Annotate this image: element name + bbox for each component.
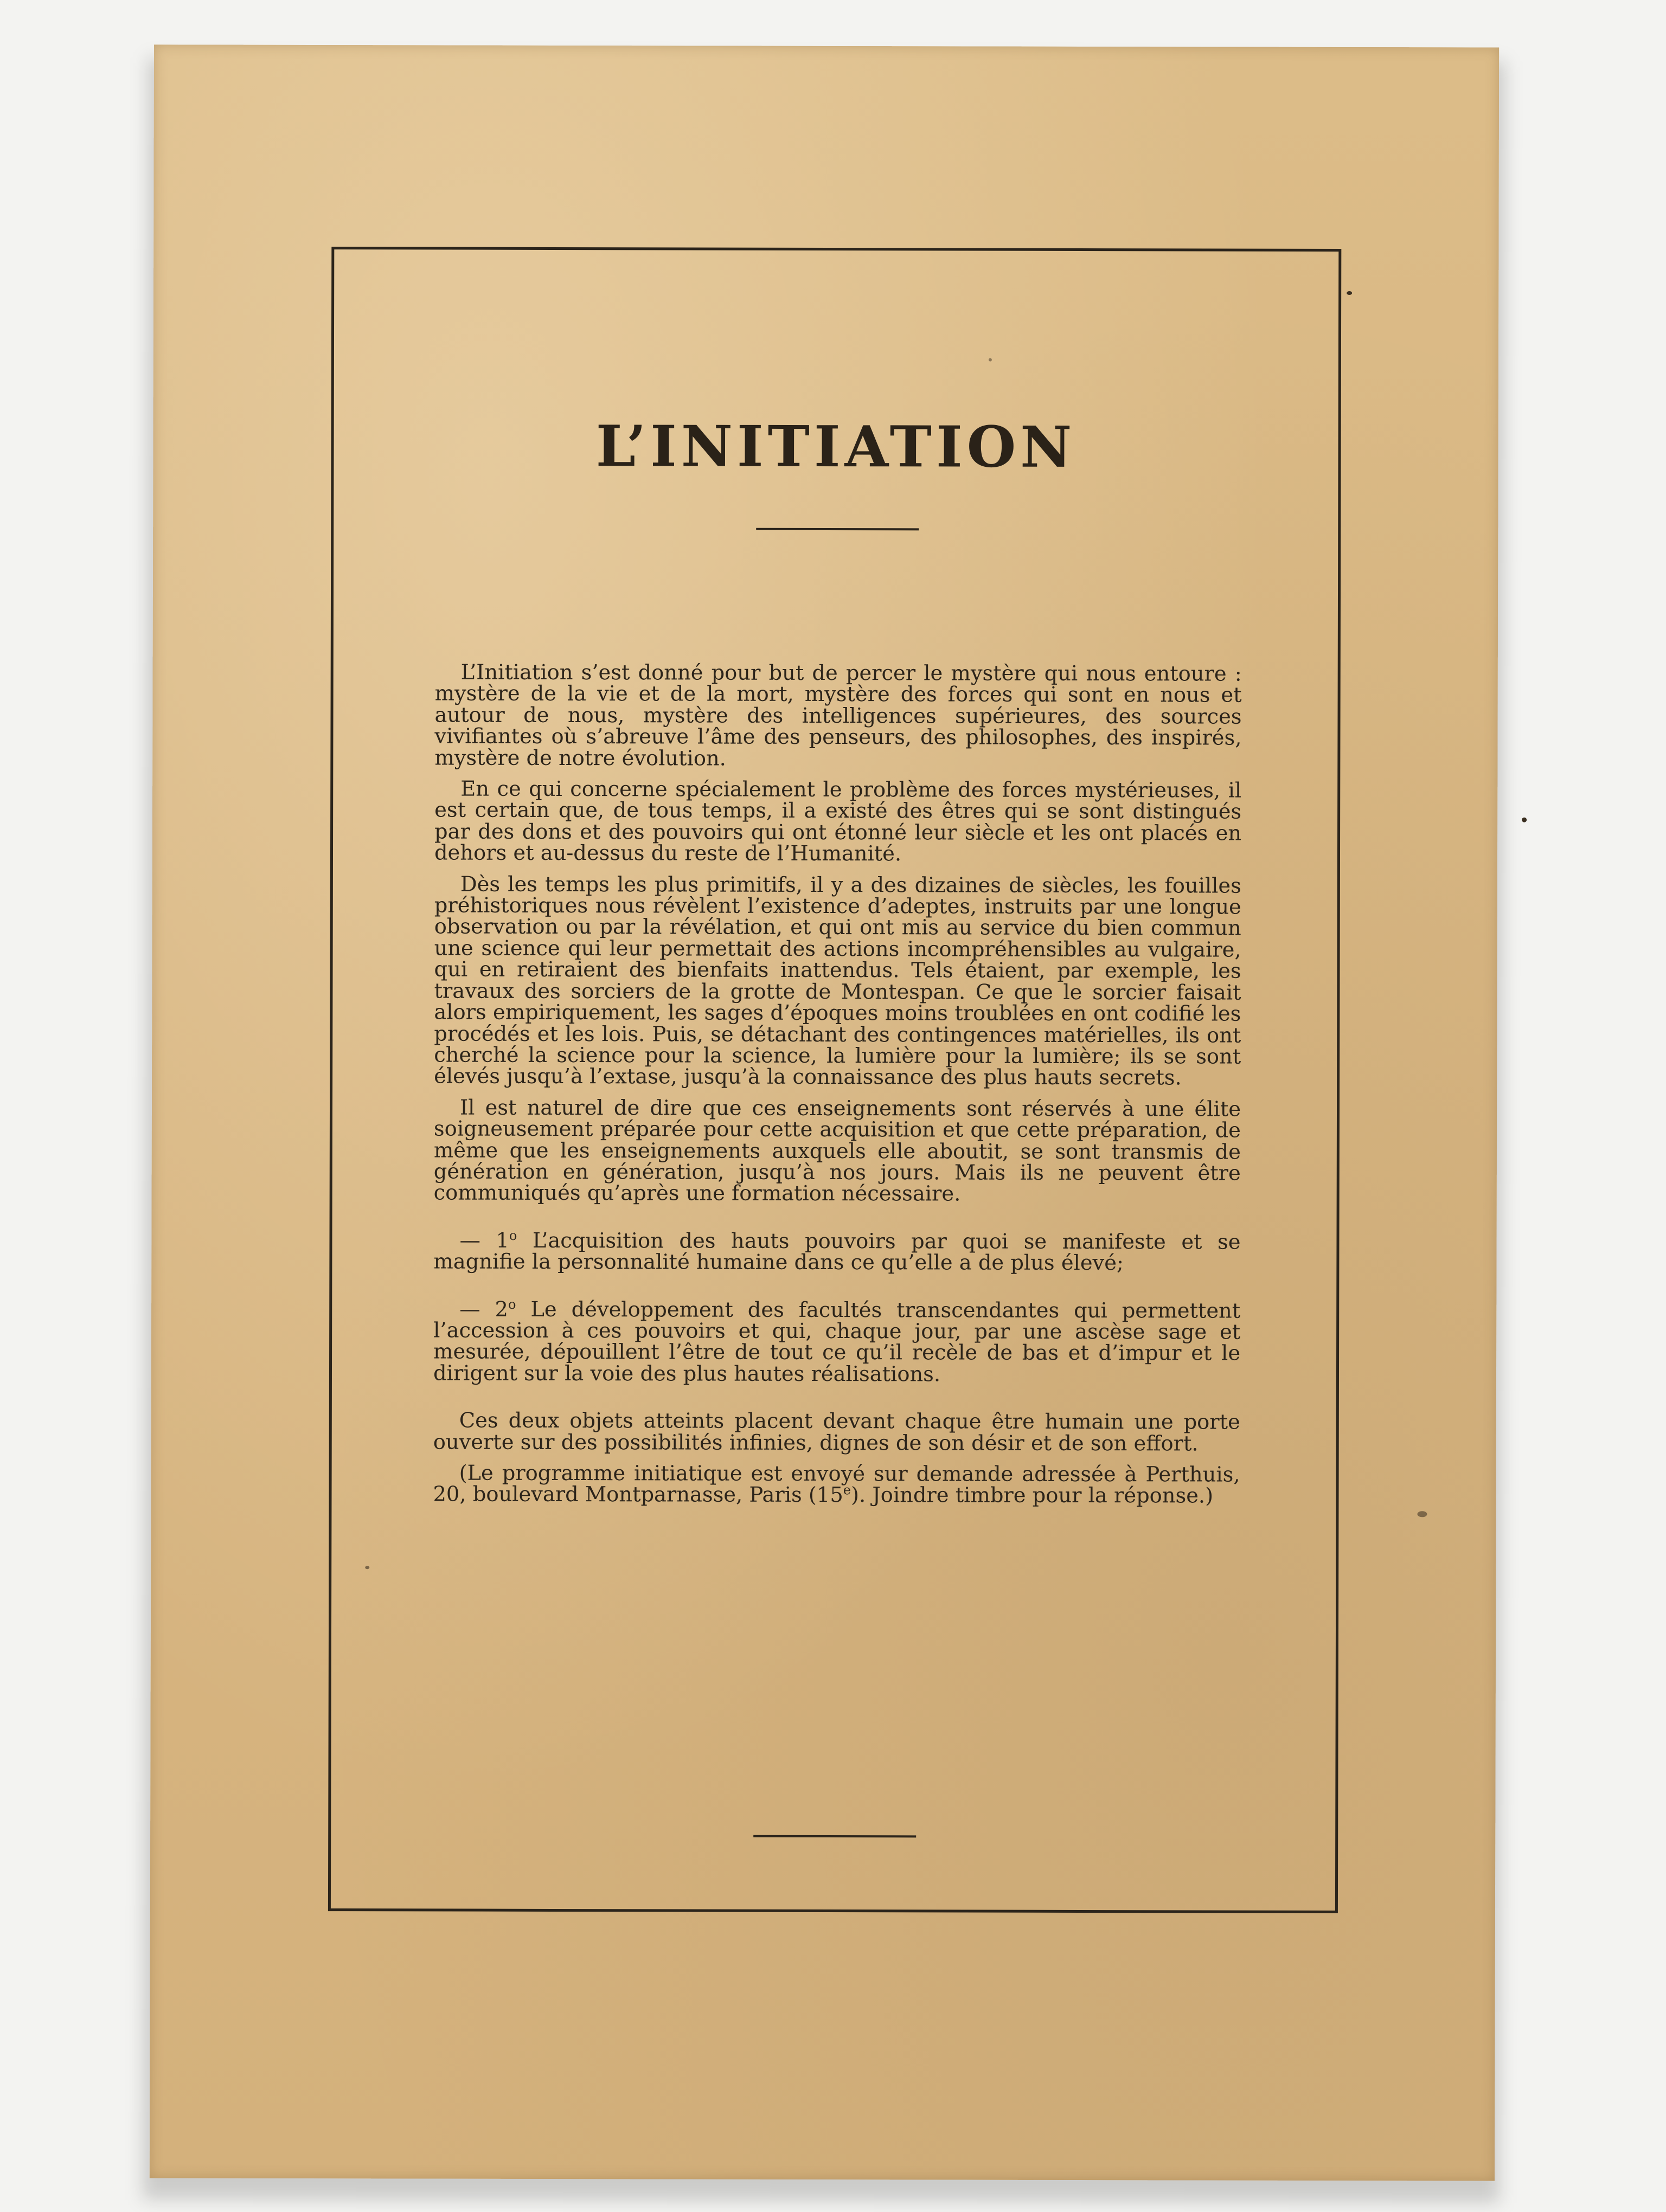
item-text: Le développement des facultés transcendantes qui permettent l’accession à ces pouvoirs et qui, chaque jour, par une ascèse sage et mesurée, dépouillent l’être de tout ce qu’il recèle de bas et d’impur et le dirigent sur la voie des plus hautes réalisations. bbox=[433, 1297, 1241, 1387]
item-number: — 1 bbox=[459, 1228, 509, 1253]
paragraph-teachings: Il est naturel de dire que ces enseignements sont réservés à une élite soigneusement préparée pour cette acquisition et que cette préparation, de même que les enseignements auxquels elle aboutit, se sont transmis de génération en génération, jusqu’à nos jours. Mais ils ne peuvent être communiqués qu’après une formation nécessaire. bbox=[433, 1095, 1241, 1206]
list-item-acquisition bbox=[433, 1227, 1241, 1276]
superscript-mark: e bbox=[843, 1482, 851, 1498]
cover-title: L’INITIATION bbox=[595, 413, 1077, 480]
list-item-development bbox=[433, 1298, 1240, 1386]
paragraph-address-note bbox=[433, 1462, 1240, 1507]
note-text-end: ). Joindre timbre pour la réponse.) bbox=[850, 1483, 1214, 1508]
paragraph-history: Dès les temps les plus primitifs, il y a des dizaines de siècles, les fouilles préhistoriques nous révèlent l’existence d’adeptes, instruits par une longue observation ou par la révélation, et qui ont mis au service du bien commun une science qui leur permettait des actions incompréhensibles au vulgaire, qui en retiraient des bienfaits inattendus. Tels étaient, par exemple, les travaux des sorciers de la grotte de Montespan. Ce que le sorcier faisait alors empiriquement, les sages d’époques moins troublées en ont codifié les procédés et les lois. Puis, se détachant des contingences matérielles, ils ont cherché la science pour la science, la lumière pour la lumière; ils se sont élevés jusqu’à l’extase, jusqu’à la connaissance des plus hauts secrets. bbox=[434, 872, 1241, 1090]
ink-speck bbox=[1522, 818, 1527, 822]
ink-speck bbox=[1417, 1511, 1427, 1517]
ink-speck bbox=[989, 358, 992, 362]
item-number: — 2 bbox=[459, 1297, 509, 1322]
ordinal-mark: o bbox=[508, 1296, 516, 1312]
ink-speck bbox=[365, 1566, 369, 1569]
note-text: (Le programme initiatique est envoyé sur demande adressée à Perthuis, 20, boulevard Montparnasse, Paris (15 bbox=[433, 1461, 1240, 1508]
paragraph-forces: En ce qui concerne spécialement le problème des forces mystérieuses, il est certain que, de tous temps, il a existé des êtres qui se sont distingués par des dons et des pouvoirs qui ont étonné leur siècle et les ont placés en dehors et au-dessus du reste de l’Humanité. bbox=[434, 776, 1242, 866]
bottom-divider bbox=[753, 1835, 916, 1838]
title-divider bbox=[756, 528, 919, 531]
cover-body-text bbox=[433, 661, 1241, 1516]
paragraph-purpose: L’Initiation s’est donné pour but de percer le mystère qui nous entoure : mystère de la vie et de la mort, mystère des forces qui sont en nous et autour de nous, mystère des intelligences supérieures, des sources vivifiantes où s’abreuve l’âme des penseurs, des philosophes, des inspirés, mystère de notre évolution. bbox=[434, 660, 1242, 771]
ordinal-mark: o bbox=[509, 1227, 517, 1243]
cover-frame bbox=[328, 247, 1341, 1913]
item-text: L’acquisition des hauts pouvoirs par quoi se manifeste et se magnifie la personnalité humaine dans ce qu’elle a de plus élevé; bbox=[433, 1228, 1241, 1276]
ink-speck bbox=[1347, 291, 1352, 295]
book-back-cover bbox=[150, 44, 1499, 2181]
paragraph-closing: Ces deux objets atteints placent devant chaque être humain une porte ouverte sur des possibilités infinies, dignes de son désir et de son effort. bbox=[433, 1408, 1240, 1456]
